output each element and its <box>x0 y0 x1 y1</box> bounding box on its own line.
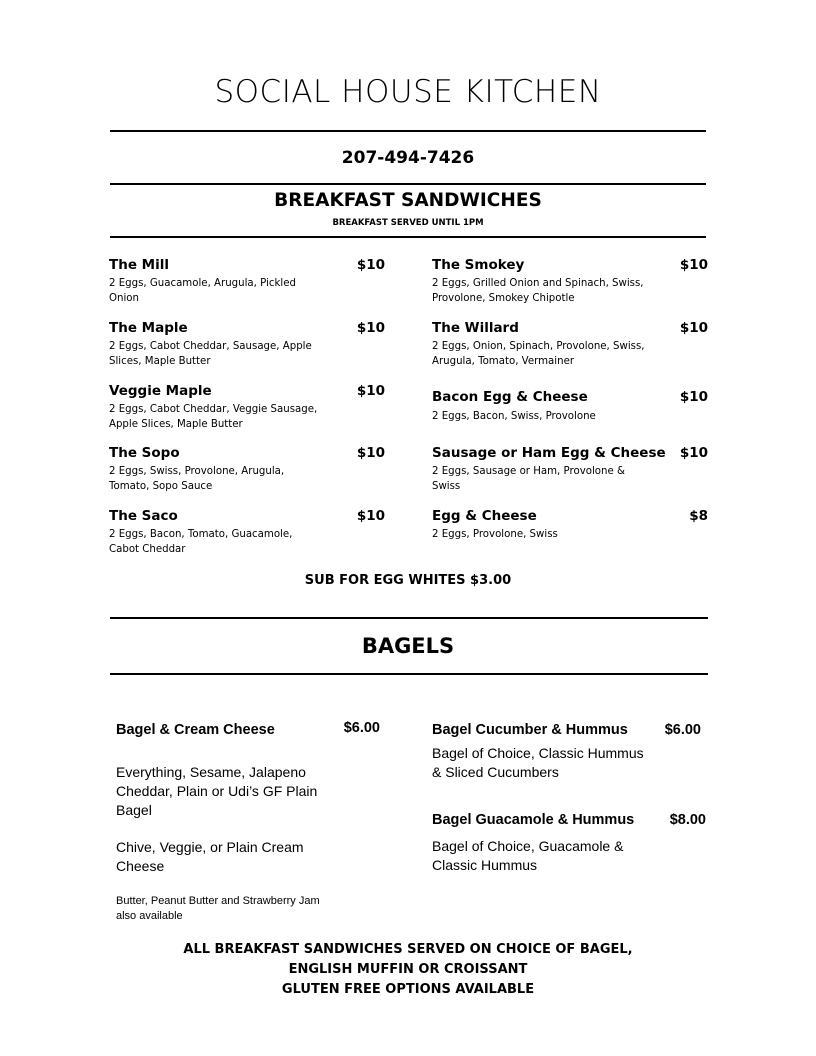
bagel-price: $6.00 <box>664 722 701 738</box>
section-title-breakfast: BREAKFAST SANDWICHES <box>274 190 542 211</box>
egg-whites-note: SUB FOR EGG WHITES $3.00 <box>304 573 512 588</box>
item-name: The Maple <box>109 320 188 336</box>
bagel-name: Bagel & Cream Cheese <box>116 722 275 738</box>
section-title-bagels: BAGELS <box>361 634 455 658</box>
divider <box>110 673 708 675</box>
item-price: $10 <box>679 445 708 461</box>
item-name: Egg & Cheese <box>432 508 537 524</box>
footer-line: GLUTEN FREE OPTIONS AVAILABLE <box>281 982 535 997</box>
footer-line: ENGLISH MUFFIN OR CROISSANT <box>288 962 528 977</box>
bagel-price: $6.00 <box>343 720 380 736</box>
item-price: $10 <box>679 389 708 405</box>
item-name: Bacon Egg & Cheese <box>432 389 588 405</box>
item-price: $10 <box>679 257 708 273</box>
bagel-name: Bagel Cucumber & Hummus <box>432 722 628 738</box>
bagel-options: Everything, Sesame, Jalapeno Cheddar, Plain or Udi’s GF Plain Bagel <box>116 764 318 818</box>
item-name: The Saco <box>109 508 178 524</box>
item-price: $8 <box>689 508 708 524</box>
item-name: The Smokey <box>432 257 525 273</box>
phone-number: 207-494-7426 <box>341 148 475 168</box>
item-price: $10 <box>356 320 385 336</box>
item-price: $10 <box>356 383 385 399</box>
bagel-description: Bagel of Choice, Guacamole & Classic Hummus <box>432 838 624 873</box>
divider <box>110 183 706 185</box>
cream-cheese-options: Chive, Veggie, or Plain Cream Cheese <box>116 839 304 874</box>
item-price: $10 <box>356 257 385 273</box>
item-name: The Mill <box>109 257 169 273</box>
divider <box>110 130 706 132</box>
item-description: 2 Eggs, Swiss, Provolone, Arugula, Tomato, Sopo Sauce <box>109 466 285 492</box>
item-price: $10 <box>356 445 385 461</box>
footer-notes <box>0 940 816 1000</box>
item-price: $10 <box>679 320 708 336</box>
item-description: 2 Eggs, Guacamole, Arugula, Pickled Onion <box>109 278 296 304</box>
item-description: 2 Eggs, Cabot Cheddar, Veggie Sausage, Apple Slices, Maple Butter <box>109 404 318 430</box>
bagel-price: $8.00 <box>669 812 706 828</box>
item-description: 2 Eggs, Provolone, Swiss <box>432 529 558 540</box>
item-name: Sausage or Ham Egg & Cheese <box>432 445 666 461</box>
item-description: 2 Eggs, Onion, Spinach, Provolone, Swiss, Arugula, Tomato, Vermainer <box>432 341 645 367</box>
item-description: 2 Eggs, Bacon, Swiss, Provolone <box>432 411 596 422</box>
item-description: 2 Eggs, Cabot Cheddar, Sausage, Apple Slices, Maple Butter <box>109 341 312 367</box>
item-name: The Sopo <box>109 445 180 461</box>
item-name: Veggie Maple <box>109 383 212 399</box>
divider <box>110 617 708 619</box>
item-description: 2 Eggs, Grilled Onion and Spinach, Swiss, Provolone, Smokey Chipotle <box>432 278 644 304</box>
item-description: 2 Eggs, Sausage or Ham, Provolone & Swiss <box>432 466 625 492</box>
divider <box>110 236 706 238</box>
item-name: The Willard <box>432 320 519 336</box>
spreads-note: Butter, Peanut Butter and Strawberry Jam also available <box>116 895 320 922</box>
breakfast-subtitle: BREAKFAST SERVED UNTIL 1PM <box>332 218 484 228</box>
item-description: 2 Eggs, Bacon, Tomato, Guacamole, Cabot Cheddar <box>109 529 293 555</box>
footer-line: ALL BREAKFAST SANDWICHES SERVED ON CHOICE OF BAGEL, <box>183 942 633 957</box>
item-price: $10 <box>356 508 385 524</box>
restaurant-title: SOCIAL HOUSE KITCHEN <box>214 74 602 110</box>
bagel-description: Bagel of Choice, Classic Hummus & Sliced Cucumbers <box>432 745 644 780</box>
bagel-name: Bagel Guacamole & Hummus <box>432 812 635 828</box>
